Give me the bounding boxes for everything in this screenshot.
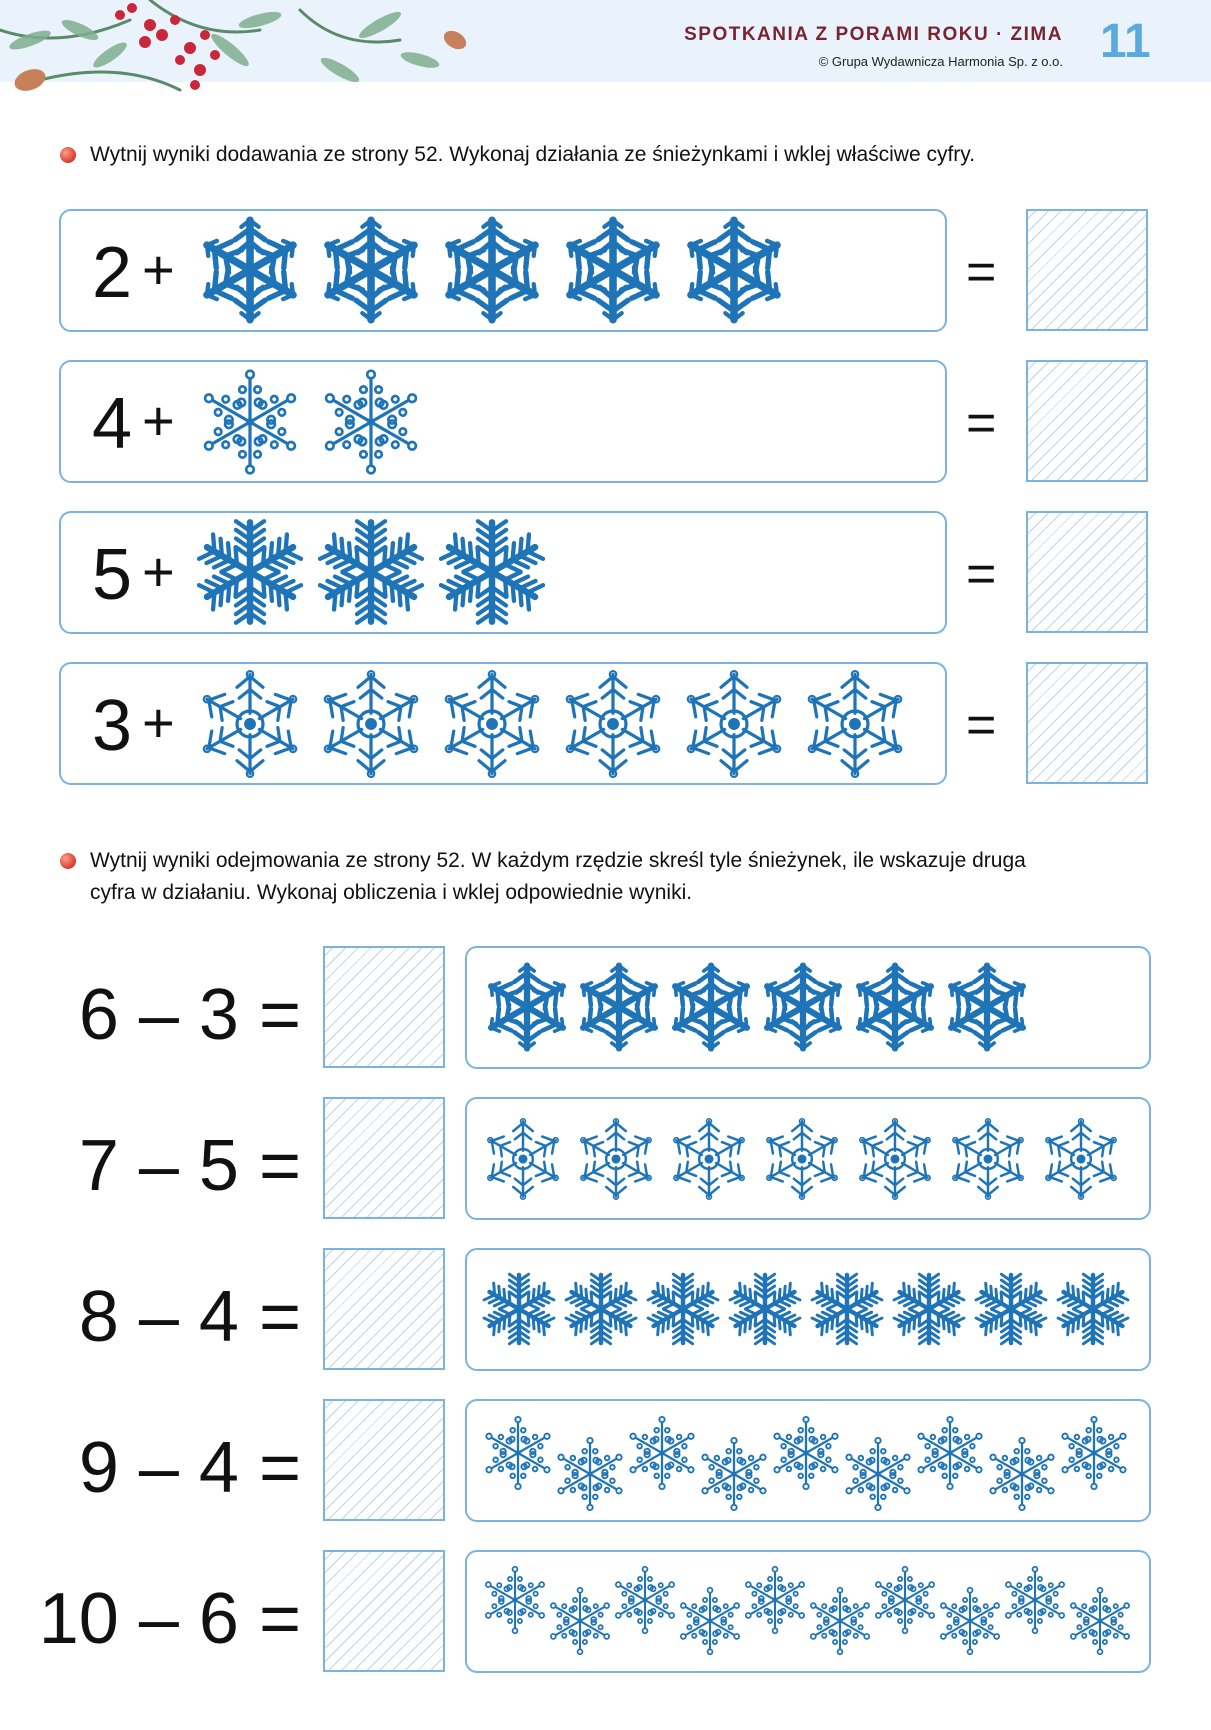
snowflake-icon[interactable]	[758, 962, 848, 1057]
plus-sign: +	[142, 389, 175, 452]
addition-label	[92, 686, 175, 766]
snowflake-icon[interactable]	[482, 962, 572, 1057]
snowflake-icon[interactable]	[805, 1586, 875, 1661]
snowflake-icon[interactable]	[680, 216, 788, 329]
snowflake-icon[interactable]	[317, 216, 425, 329]
snowflake-icon[interactable]	[666, 962, 756, 1057]
task2-instruction	[60, 845, 1180, 909]
snowflake-icon[interactable]	[935, 1586, 1005, 1661]
snowflake-icon[interactable]	[196, 368, 304, 481]
snowflake-icon[interactable]	[482, 1272, 556, 1351]
snowflake-icon[interactable]	[892, 1272, 966, 1351]
subtraction-equation: 7 – 5 =	[78, 1126, 301, 1206]
answer-paste-box[interactable]	[323, 946, 445, 1068]
answer-paste-box[interactable]	[1026, 360, 1148, 482]
snowflake-icon[interactable]	[768, 1415, 844, 1496]
snowflake-icon[interactable]	[1065, 1586, 1135, 1661]
snowflake-icon[interactable]	[624, 1415, 700, 1496]
series-title: SPOTKANIA Z PORAMI ROKU · ZIMA	[684, 24, 1063, 45]
addition-label	[92, 233, 175, 313]
subtraction-equation: 10 – 6 =	[38, 1579, 301, 1659]
answer-paste-box[interactable]	[323, 1399, 445, 1521]
bullet-icon	[60, 853, 76, 869]
plus-sign: +	[142, 540, 175, 603]
snowflake-icon[interactable]	[559, 670, 667, 783]
snowflake-icon[interactable]	[196, 670, 304, 783]
task2-instruction-line1: Wytnij wyniki odejmowania ze strony 52. W każdym rzędzie skreśl tyle śnieżynek, ile wskazuje druga	[90, 849, 1026, 872]
snowflake-icon[interactable]	[317, 670, 425, 783]
snowflake-icon[interactable]	[1000, 1565, 1070, 1640]
plus-sign: +	[142, 238, 175, 301]
snowflake-icon[interactable]	[854, 1118, 936, 1205]
plus-sign: +	[142, 691, 175, 754]
answer-paste-box[interactable]	[323, 1097, 445, 1219]
snowflake-icon[interactable]	[810, 1272, 884, 1351]
task1-instruction	[60, 139, 1160, 171]
addition-number: 3	[92, 686, 133, 766]
answer-paste-box[interactable]	[1026, 511, 1148, 633]
snowflake-icon[interactable]	[740, 1565, 810, 1640]
subtraction-equation: 6 – 3 =	[78, 975, 301, 1055]
task2-instruction-line2: cyfra w działaniu. Wykonaj obliczenia i wklej odpowiednie wyniki.	[90, 881, 693, 904]
snowflake-icon[interactable]	[438, 216, 546, 329]
snowflake-icon[interactable]	[696, 1436, 772, 1517]
equals-sign: =	[966, 545, 997, 603]
subtraction-equation: 8 – 4 =	[78, 1277, 301, 1357]
task1-instruction-text: Wytnij wyniki dodawania ze strony 52. Wykonaj działania ze śnieżynkami i wklej właściwe cyfry.	[90, 143, 976, 166]
snowflake-icon[interactable]	[1056, 1415, 1132, 1496]
answer-paste-box[interactable]	[1026, 662, 1148, 784]
snowflake-icon[interactable]	[680, 670, 788, 783]
addition-number: 2	[92, 233, 133, 313]
snowflake-icon[interactable]	[317, 368, 425, 481]
snowflake-icon[interactable]	[575, 1118, 657, 1205]
snowflake-icon[interactable]	[545, 1586, 615, 1661]
snowflake-icon[interactable]	[668, 1118, 750, 1205]
snowflake-icon[interactable]	[610, 1565, 680, 1640]
snowflake-icon[interactable]	[317, 518, 425, 631]
copyright-text: © Grupa Wydawnicza Harmonia Sp. z o.o.	[818, 54, 1063, 69]
snowflake-icon[interactable]	[552, 1436, 628, 1517]
addition-equation-box	[59, 360, 947, 483]
snowflake-icon[interactable]	[196, 216, 304, 329]
equals-sign: =	[966, 394, 997, 452]
snowflake-icon[interactable]	[438, 518, 546, 631]
snowflake-icon[interactable]	[482, 1118, 564, 1205]
snowflake-icon[interactable]	[942, 962, 1032, 1057]
snowflake-icon[interactable]	[728, 1272, 802, 1351]
page-number: 11	[1100, 15, 1151, 68]
snowflake-icon[interactable]	[646, 1272, 720, 1351]
snowflake-icon[interactable]	[947, 1118, 1029, 1205]
snowflake-icon[interactable]	[801, 670, 909, 783]
snowflake-icon[interactable]	[559, 216, 667, 329]
equals-sign: =	[966, 243, 997, 301]
snowflake-icon[interactable]	[480, 1415, 556, 1496]
snowflake-icon[interactable]	[870, 1565, 940, 1640]
addition-label	[92, 535, 175, 615]
snowflake-icon[interactable]	[984, 1436, 1060, 1517]
addition-label	[92, 384, 175, 464]
addition-number: 5	[92, 535, 133, 615]
snowflake-icon[interactable]	[574, 962, 664, 1057]
snowflake-icon[interactable]	[850, 962, 940, 1057]
snowflake-icon[interactable]	[840, 1436, 916, 1517]
winter-branches-decoration	[0, 0, 470, 110]
snowflake-icon[interactable]	[1040, 1118, 1122, 1205]
snowflake-icon[interactable]	[438, 670, 546, 783]
snowflake-icon[interactable]	[480, 1565, 550, 1640]
answer-paste-box[interactable]	[323, 1550, 445, 1672]
answer-paste-box[interactable]	[323, 1248, 445, 1370]
answer-paste-box[interactable]	[1026, 209, 1148, 331]
snowflake-icon[interactable]	[1056, 1272, 1130, 1351]
snowflake-icon[interactable]	[912, 1415, 988, 1496]
snowflake-icon[interactable]	[974, 1272, 1048, 1351]
snowflake-icon[interactable]	[675, 1586, 745, 1661]
snowflake-icon[interactable]	[564, 1272, 638, 1351]
subtraction-equation: 9 – 4 =	[78, 1428, 301, 1508]
equals-sign: =	[966, 696, 997, 754]
addition-number: 4	[92, 384, 133, 464]
bullet-icon	[60, 147, 76, 163]
snowflake-icon[interactable]	[196, 518, 304, 631]
snowflake-icon[interactable]	[761, 1118, 843, 1205]
